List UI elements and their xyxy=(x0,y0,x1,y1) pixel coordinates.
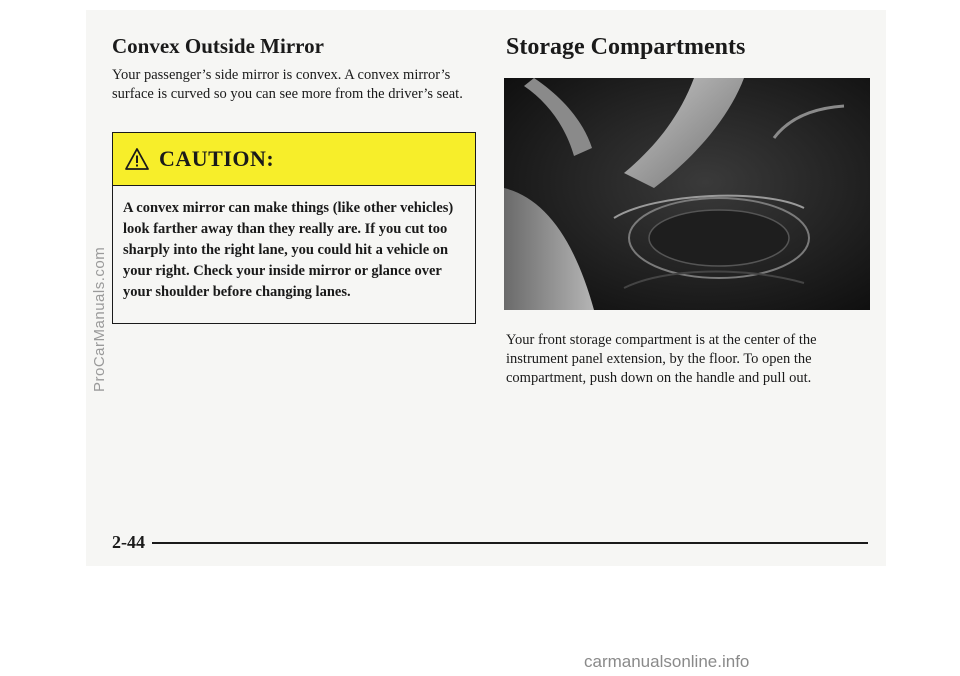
warning-triangle-icon xyxy=(125,148,149,170)
caution-header xyxy=(113,133,475,186)
caution-body: A convex mirror can make things (like other vehicles) look farther away than they really are. If you cut too sharply into the right lane, you could hit a vehicle on your right. Check your inside mirror or glance over your shoulder before changing lanes. xyxy=(123,200,454,300)
storage-compartment-photo xyxy=(504,78,870,310)
caution-box xyxy=(112,132,476,324)
side-watermark: ProCarManuals.com xyxy=(91,246,108,392)
footer-rule xyxy=(152,542,868,544)
convex-mirror-heading: Convex Outside Mirror xyxy=(112,34,324,58)
storage-compartments-paragraph: Your front storage compartment is at the center of the instrument panel extension, by the floor. To open the compartment, push down on the handle and pull out. xyxy=(506,332,817,386)
caution-title: CAUTION: xyxy=(159,146,275,171)
storage-compartments-heading: Storage Compartments xyxy=(506,34,746,60)
convex-mirror-paragraph: Your passenger’s side mirror is convex. A convex mirror’s surface is curved so you can see more from the driver’s seat. xyxy=(112,67,463,102)
page-number: 2-44 xyxy=(112,532,145,552)
bottom-watermark: carmanualsonline.info xyxy=(584,652,750,671)
